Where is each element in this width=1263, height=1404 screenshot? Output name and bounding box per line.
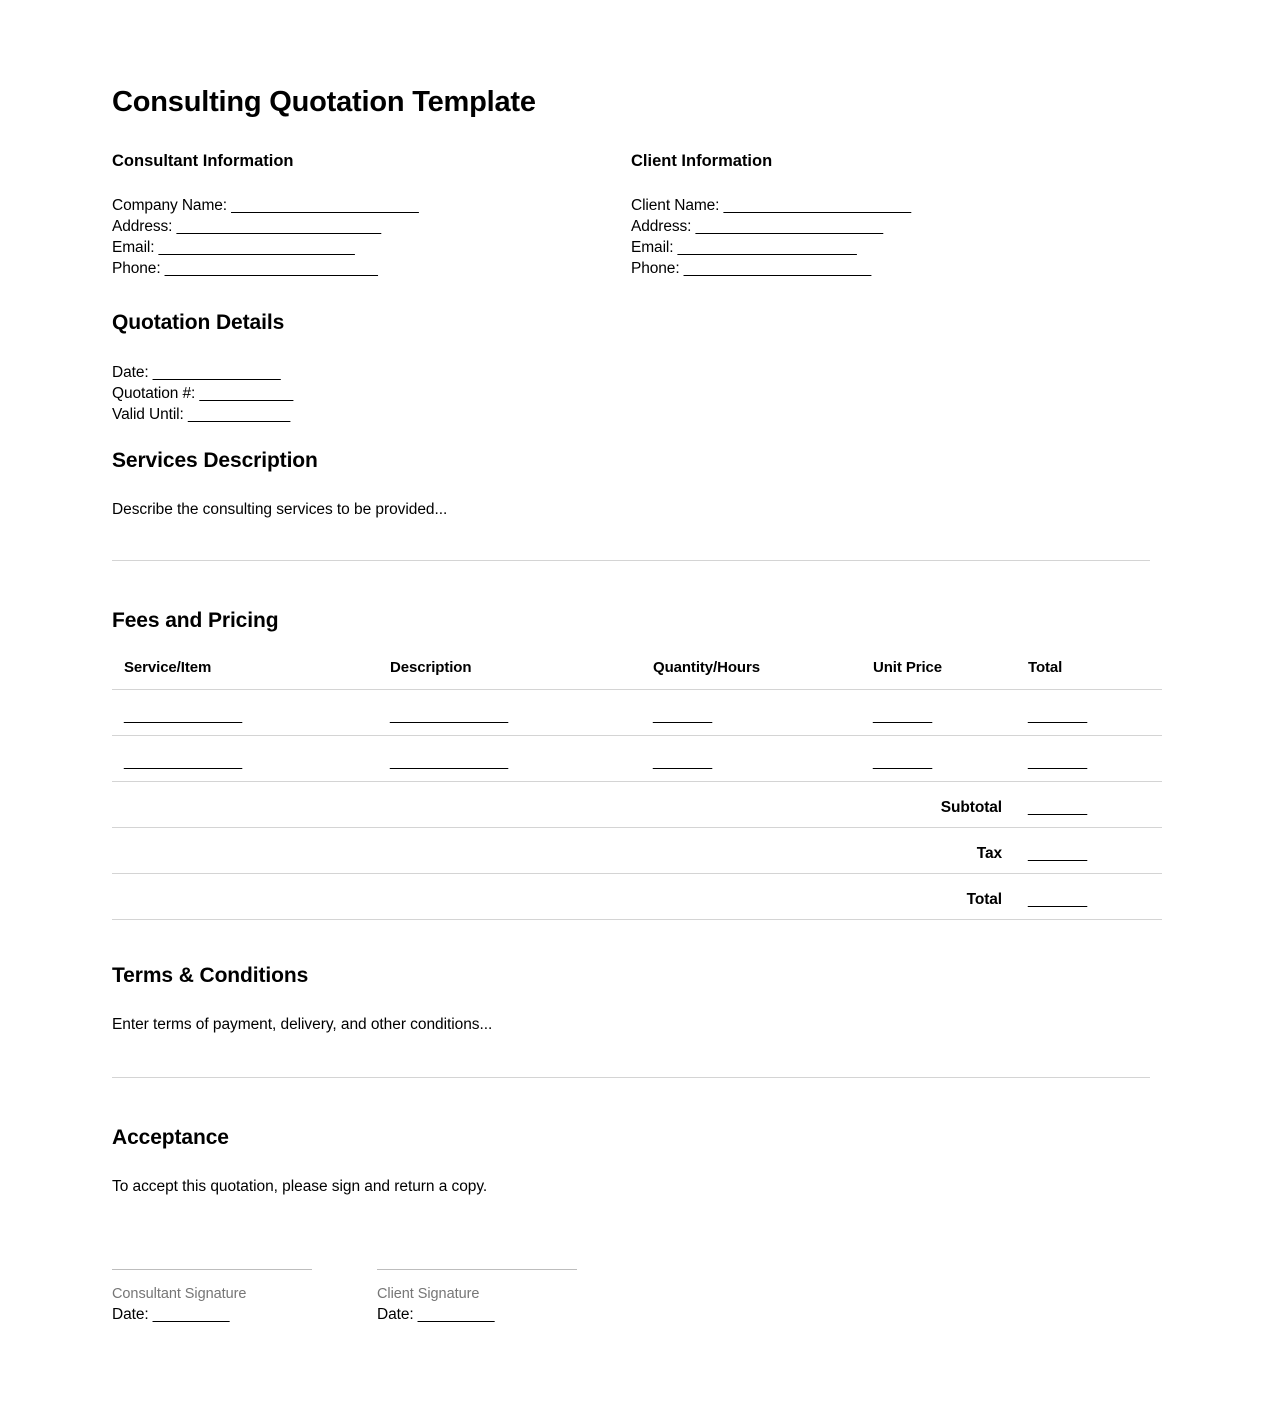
cell-description[interactable]: ______________ (390, 689, 653, 735)
spacer (112, 561, 1150, 609)
total-row (112, 873, 1162, 919)
cell-empty (112, 827, 390, 873)
client-phone-field[interactable]: Phone: ______________________ (631, 260, 872, 278)
tax-label: Tax (873, 827, 1028, 873)
fees-and-pricing-block (112, 609, 1150, 920)
cell-empty (112, 873, 390, 919)
signature-row (112, 1269, 1150, 1326)
table-row (112, 689, 1162, 735)
column-header-description: Description (390, 659, 653, 690)
pricing-table-header-row (112, 659, 1162, 690)
client-signature-label: Client Signature (377, 1286, 480, 1303)
consultant-signature-block (112, 1269, 312, 1326)
client-signature-block (377, 1269, 577, 1326)
consultant-information-block (112, 152, 631, 279)
acceptance-block (112, 1126, 1150, 1326)
consultant-phone-field[interactable]: Phone: _________________________ (112, 260, 378, 278)
column-header-service-item: Service/Item (112, 659, 390, 690)
acceptance-heading: Acceptance (112, 1126, 229, 1149)
total-label: Total (873, 873, 1028, 919)
contact-information-row (112, 152, 1150, 279)
pricing-table-body (112, 689, 1162, 919)
consultant-information-heading: Consultant Information (112, 152, 294, 171)
consultant-address-field[interactable]: Address: ________________________ (112, 218, 382, 236)
cell-quantity-hours[interactable]: _______ (653, 735, 873, 781)
client-name-field[interactable]: Client Name: ______________________ (631, 197, 912, 215)
cell-total[interactable]: _______ (1028, 689, 1162, 735)
total-value[interactable]: _______ (1028, 873, 1162, 919)
client-address-field[interactable]: Address: ______________________ (631, 218, 884, 236)
quotation-number-field[interactable]: Quotation #: ___________ (112, 384, 294, 402)
cell-empty (653, 781, 873, 827)
quotation-details-heading: Quotation Details (112, 311, 285, 335)
subtotal-row (112, 781, 1162, 827)
quotation-valid-until-field[interactable]: Valid Until: ____________ (112, 405, 291, 423)
spacer (112, 520, 1150, 560)
client-information-heading: Client Information (631, 152, 773, 171)
pricing-table-head (112, 659, 1162, 690)
cell-empty (390, 781, 653, 827)
spacer (112, 1035, 1150, 1077)
subtotal-label: Subtotal (873, 781, 1028, 827)
fees-and-pricing-heading: Fees and Pricing (112, 608, 279, 632)
spacer (112, 425, 1150, 449)
acceptance-instruction: To accept this quotation, please sign and return a copy. (112, 1178, 488, 1196)
client-email-field[interactable]: Email: _____________________ (631, 239, 857, 257)
quotation-date-field[interactable]: Date: _______________ (112, 363, 281, 381)
cell-empty (112, 781, 390, 827)
services-description-heading: Services Description (112, 448, 318, 472)
pricing-table (112, 659, 1162, 920)
consultant-signature-line[interactable] (112, 1269, 312, 1270)
cell-unit-price[interactable]: _______ (873, 735, 1028, 781)
client-signature-line[interactable] (377, 1269, 577, 1270)
quotation-details-block (112, 311, 1150, 424)
cell-service-item[interactable]: ______________ (112, 689, 390, 735)
spacer (112, 920, 1150, 964)
client-signature-date-field[interactable]: Date: _________ (377, 1306, 495, 1324)
cell-empty (390, 827, 653, 873)
cell-total[interactable]: _______ (1028, 735, 1162, 781)
cell-unit-price[interactable]: _______ (873, 689, 1028, 735)
terms-and-conditions-heading: Terms & Conditions (112, 963, 309, 987)
tax-value[interactable]: _______ (1028, 827, 1162, 873)
consultant-signature-date-field[interactable]: Date: _________ (112, 1306, 230, 1324)
cell-empty (653, 873, 873, 919)
consultant-email-field[interactable]: Email: _______________________ (112, 239, 355, 257)
column-header-total: Total (1028, 659, 1162, 690)
subtotal-value[interactable]: _______ (1028, 781, 1162, 827)
consultant-signature-label: Consultant Signature (112, 1286, 247, 1303)
services-description-placeholder[interactable]: Describe the consulting services to be provided... (112, 500, 448, 518)
terms-and-conditions-placeholder[interactable]: Enter terms of payment, delivery, and other conditions... (112, 1016, 493, 1033)
table-row (112, 735, 1162, 781)
terms-and-conditions-block (112, 964, 1150, 1035)
cell-service-item[interactable]: ______________ (112, 735, 390, 781)
tax-row (112, 827, 1162, 873)
column-header-quantity-hours: Quantity/Hours (653, 659, 873, 690)
client-information-block (631, 152, 1150, 279)
cell-quantity-hours[interactable]: _______ (653, 689, 873, 735)
services-description-block (112, 449, 1150, 520)
consultant-company-name-field[interactable]: Company Name: ______________________ (112, 197, 419, 215)
cell-empty (390, 873, 653, 919)
cell-description[interactable]: ______________ (390, 735, 653, 781)
cell-empty (653, 827, 873, 873)
column-header-unit-price: Unit Price (873, 659, 1028, 690)
page-title: Consulting Quotation Template (112, 86, 536, 118)
spacer (112, 1078, 1150, 1126)
